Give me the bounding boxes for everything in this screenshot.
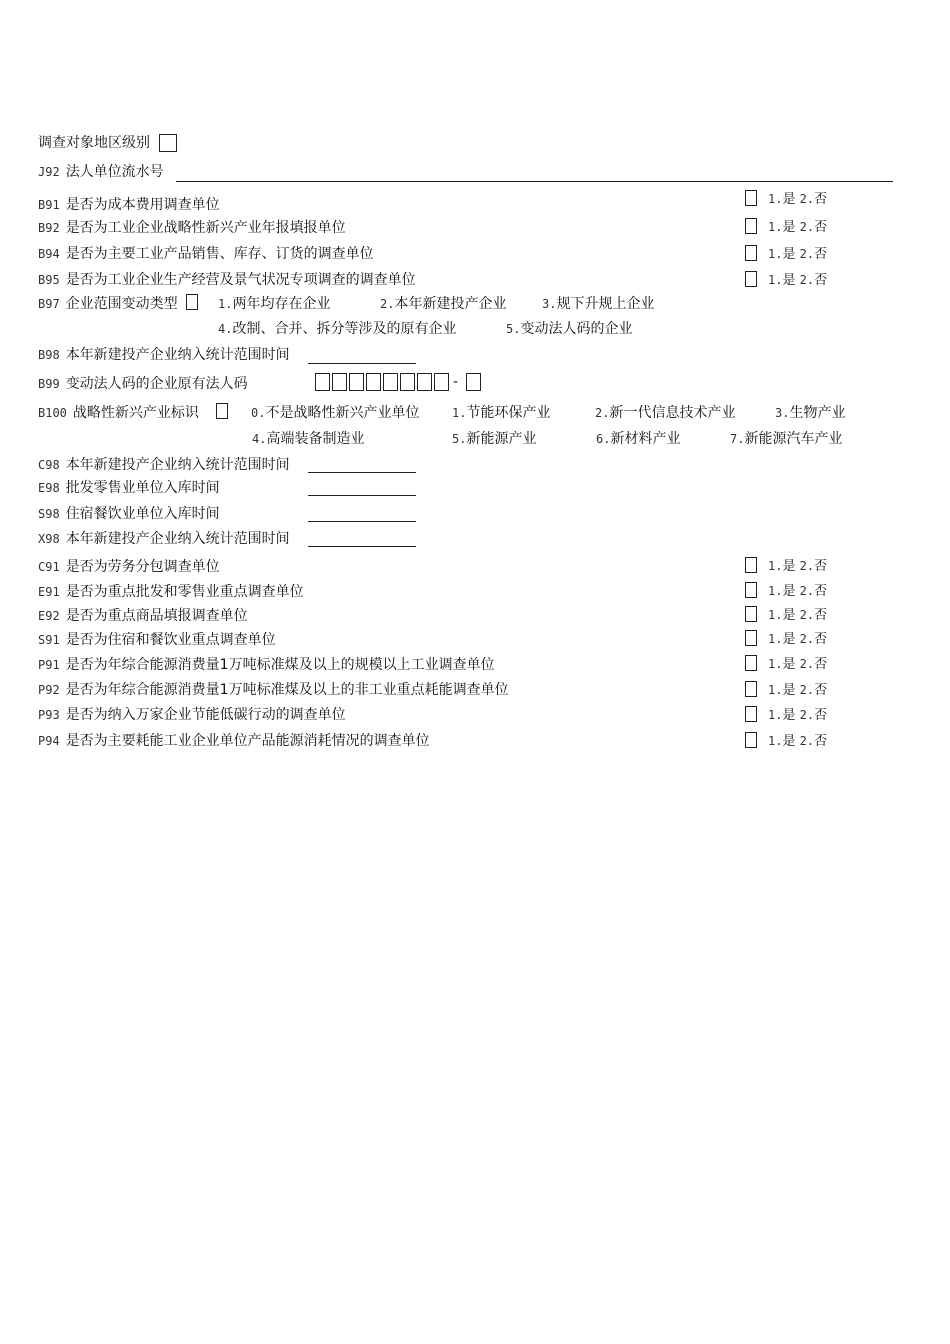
b97-checkbox[interactable] — [186, 294, 198, 310]
b97-label: 企业范围变动类型 — [65, 296, 178, 312]
j92-code: J92 — [38, 165, 60, 179]
b99-digit-3[interactable] — [349, 373, 364, 391]
b95-row — [38, 271, 416, 289]
b99-digit-8[interactable] — [434, 373, 449, 391]
c98-label: 本年新建投产企业纳入统计范围时间 — [65, 457, 290, 473]
b100-option-7: 7.新能源汽车产业 — [730, 431, 843, 447]
x98-row — [38, 530, 290, 548]
b99-digit-2[interactable] — [332, 373, 347, 391]
b92-row — [38, 219, 346, 237]
b99-label: 变动法人码的企业原有法人码 — [65, 376, 248, 392]
s98-label: 住宿餐饮业单位入库时间 — [65, 506, 220, 522]
p92-options: 1.是 2.否 — [768, 683, 828, 698]
b91-label: 是否为成本费用调查单位 — [65, 197, 220, 213]
s98-row — [38, 505, 220, 523]
c98-row — [38, 456, 290, 474]
p94-options: 1.是 2.否 — [768, 734, 828, 749]
c91-label: 是否为劳务分包调查单位 — [65, 559, 220, 575]
b92-checkbox[interactable] — [745, 218, 757, 234]
b97-option-2: 2.本年新建投产企业 — [380, 296, 507, 312]
s91-options: 1.是 2.否 — [768, 632, 828, 647]
b100-option-5: 5.新能源产业 — [452, 431, 537, 447]
b94-label: 是否为主要工业产品销售、库存、订货的调查单位 — [65, 246, 374, 262]
p94-label: 是否为主要耗能工业企业单位产品能源消耗情况的调查单位 — [65, 733, 430, 749]
p93-code: P93 — [38, 708, 60, 722]
p91-checkbox[interactable] — [745, 655, 757, 671]
b94-options: 1.是 2.否 — [768, 247, 828, 262]
p92-label: 是否为年综合能源消费量1万吨标准煤及以上的非工业重点耗能调查单位 — [65, 682, 509, 698]
x98-label: 本年新建投产企业纳入统计范围时间 — [65, 531, 290, 547]
e91-row — [38, 583, 304, 601]
b100-option-2: 2.新一代信息技术产业 — [595, 405, 736, 421]
b100-option-6: 6.新材料产业 — [596, 431, 681, 447]
b95-checkbox[interactable] — [745, 271, 757, 287]
e92-checkbox[interactable] — [745, 606, 757, 622]
b91-code: B91 — [38, 198, 60, 212]
b95-label: 是否为工业企业生产经营及景气状况专项调查的调查单位 — [65, 272, 416, 288]
b91-checkbox[interactable] — [745, 190, 757, 206]
p91-code: P91 — [38, 658, 60, 672]
p94-code: P94 — [38, 734, 60, 748]
b100-option-0: 0.不是战略性新兴产业单位 — [251, 405, 420, 421]
p93-options: 1.是 2.否 — [768, 708, 828, 723]
x98-code: X98 — [38, 532, 60, 546]
region-level-label — [38, 134, 150, 152]
e91-code: E91 — [38, 585, 60, 599]
p93-row — [38, 706, 346, 724]
region-level-box[interactable] — [159, 134, 177, 152]
p93-checkbox[interactable] — [745, 706, 757, 722]
e91-options: 1.是 2.否 — [768, 584, 828, 599]
b100-option-4: 4.高端装备制造业 — [252, 431, 365, 447]
b99-dash: - — [453, 374, 459, 390]
p91-row — [38, 656, 495, 674]
b95-code: B95 — [38, 273, 60, 287]
e92-code: E92 — [38, 609, 60, 623]
b100-checkbox[interactable] — [216, 403, 228, 419]
j92-label: 法人单位流水号 — [65, 164, 164, 180]
e91-label: 是否为重点批发和零售业重点调查单位 — [65, 584, 304, 600]
c91-row — [38, 558, 220, 576]
s98-input-line[interactable] — [308, 521, 416, 522]
b98-code: B98 — [38, 348, 60, 362]
b98-label: 本年新建投产企业纳入统计范围时间 — [65, 347, 290, 363]
p94-row — [38, 732, 430, 750]
b95-options: 1.是 2.否 — [768, 273, 828, 288]
b99-digit-1[interactable] — [315, 373, 330, 391]
c98-code: C98 — [38, 458, 60, 472]
p92-row — [38, 681, 509, 699]
e98-code: E98 — [38, 481, 60, 495]
b91-options: 1.是 2.否 — [768, 192, 828, 207]
c91-options: 1.是 2.否 — [768, 559, 828, 574]
b100-option-1: 1.节能环保产业 — [452, 405, 551, 421]
b92-code: B92 — [38, 221, 60, 235]
c98-input-line[interactable] — [308, 472, 416, 473]
j92-row — [38, 163, 164, 181]
b91-row — [38, 196, 220, 214]
e92-row — [38, 607, 248, 625]
b98-row — [38, 346, 290, 364]
b97-option-5: 5.变动法人码的企业 — [506, 321, 633, 337]
s91-code: S91 — [38, 633, 60, 647]
c91-code: C91 — [38, 560, 60, 574]
b99-row — [38, 375, 248, 393]
region-level-text: 调查对象地区级别 — [38, 135, 150, 151]
b100-row — [38, 404, 199, 422]
b92-options: 1.是 2.否 — [768, 220, 828, 235]
b99-digit-5[interactable] — [383, 373, 398, 391]
e92-options: 1.是 2.否 — [768, 608, 828, 623]
b94-row — [38, 245, 374, 263]
b99-code: B99 — [38, 377, 60, 391]
b97-option-1: 1.两年均存在企业 — [218, 296, 331, 312]
b99-digit-9[interactable] — [466, 373, 481, 391]
b97-option-3: 3.规下升规上企业 — [542, 296, 655, 312]
b97-row — [38, 295, 178, 313]
p91-options: 1.是 2.否 — [768, 657, 828, 672]
s98-code: S98 — [38, 507, 60, 521]
c91-checkbox[interactable] — [745, 557, 757, 573]
b100-option-3: 3.生物产业 — [775, 405, 846, 421]
b94-code: B94 — [38, 247, 60, 261]
s91-row — [38, 631, 276, 649]
p94-checkbox[interactable] — [745, 732, 757, 748]
e98-row — [38, 479, 220, 497]
b97-code: B97 — [38, 297, 60, 311]
b97-option-4: 4.改制、合并、拆分等涉及的原有企业 — [218, 321, 457, 337]
e98-input-line[interactable] — [308, 495, 416, 496]
x98-input-line[interactable] — [308, 546, 416, 547]
b100-label: 战略性新兴产业标识 — [72, 405, 199, 421]
b94-checkbox[interactable] — [745, 245, 757, 261]
s91-checkbox[interactable] — [745, 630, 757, 646]
b92-label: 是否为工业企业战略性新兴产业年报填报单位 — [65, 220, 346, 236]
p92-checkbox[interactable] — [745, 681, 757, 697]
e98-label: 批发零售业单位入库时间 — [65, 480, 220, 496]
b99-digit-7[interactable] — [417, 373, 432, 391]
p91-label: 是否为年综合能源消费量1万吨标准煤及以上的规模以上工业调查单位 — [65, 657, 495, 673]
p92-code: P92 — [38, 683, 60, 697]
b99-digit-4[interactable] — [366, 373, 381, 391]
e91-checkbox[interactable] — [745, 582, 757, 598]
s91-label: 是否为住宿和餐饮业重点调查单位 — [65, 632, 276, 648]
b98-input-line[interactable] — [308, 363, 416, 364]
b100-code: B100 — [38, 406, 67, 420]
e92-label: 是否为重点商品填报调查单位 — [65, 608, 248, 624]
j92-input-line[interactable] — [176, 181, 893, 182]
b99-digit-6[interactable] — [400, 373, 415, 391]
p93-label: 是否为纳入万家企业节能低碳行动的调查单位 — [65, 707, 346, 723]
